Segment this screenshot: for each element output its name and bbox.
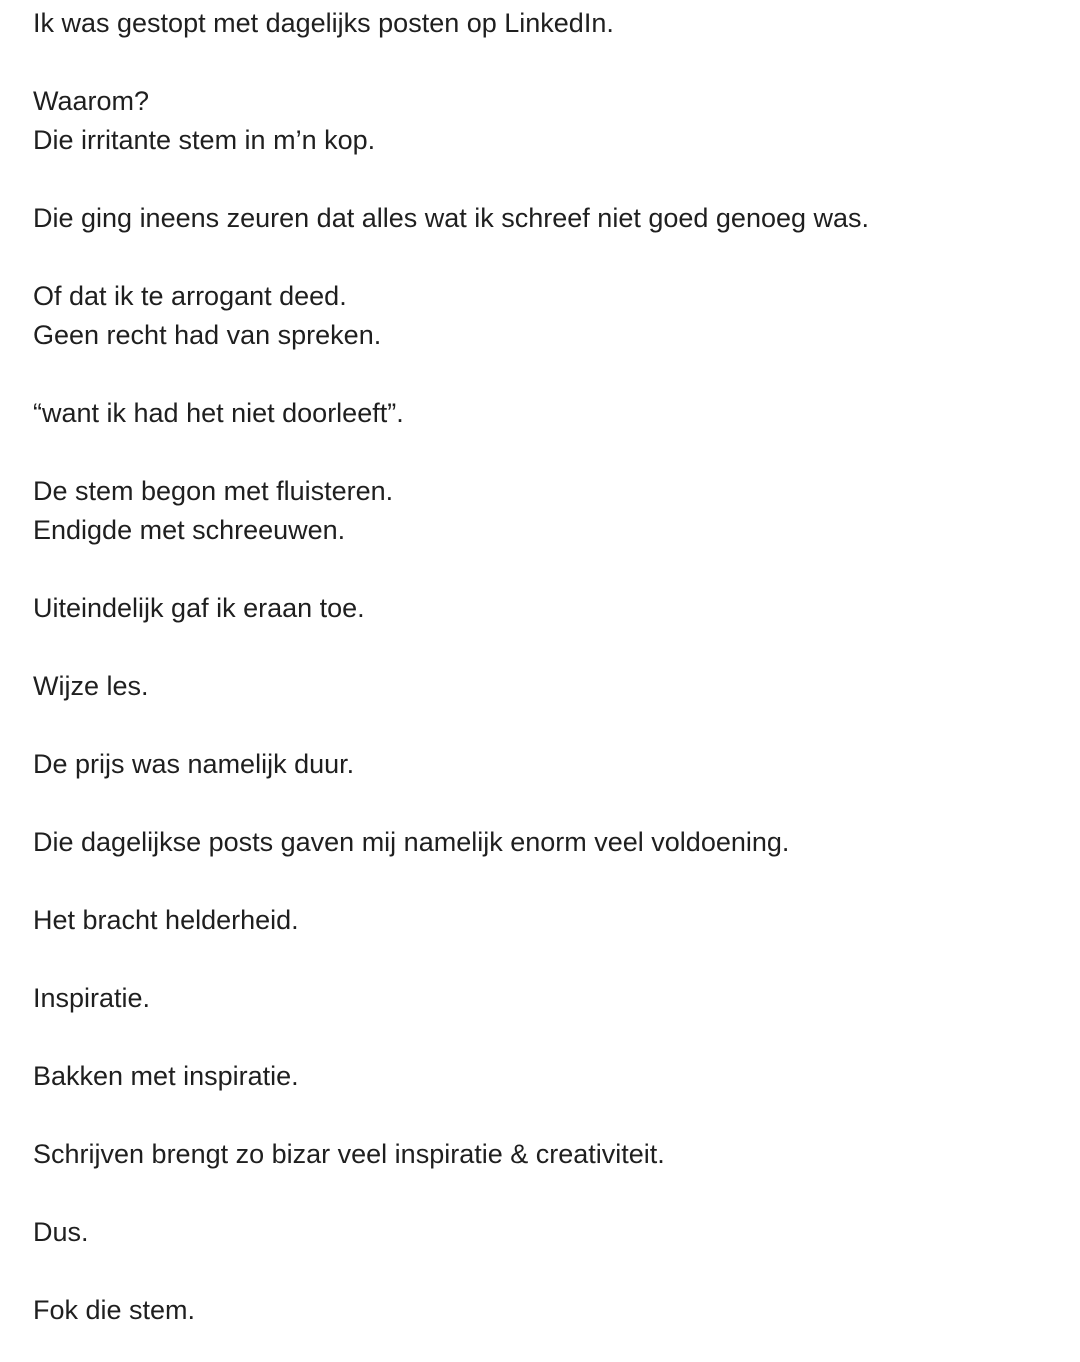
post-line: Endigde met schreeuwen. (33, 515, 346, 545)
post-line: Uiteindelijk gaf ik eraan toe. (33, 593, 365, 623)
blank-line (33, 238, 1053, 277)
post-line: Of dat ik te arrogant deed. (33, 281, 347, 311)
blank-line (33, 862, 1053, 901)
blank-line (33, 628, 1053, 667)
blank-line (33, 706, 1053, 745)
blank-line (33, 1018, 1053, 1057)
blank-line (33, 43, 1053, 82)
blank-line (33, 355, 1053, 394)
blank-line (33, 784, 1053, 823)
blank-line (33, 940, 1053, 979)
post-line: Die irritante stem in m’n kop. (33, 125, 376, 155)
post-line: Ik was gestopt met dagelijks posten op LinkedIn. (33, 8, 614, 38)
post-line: Schrijven brengt zo bizar veel inspiratie & creativiteit. (33, 1139, 665, 1169)
blank-line (33, 1252, 1053, 1291)
post-line: Die ging ineens zeuren dat alles wat ik schreef niet goed genoeg was. (33, 203, 870, 233)
post-line: De stem begon met fluisteren. (33, 476, 394, 506)
post-body-text (33, 4, 1053, 1330)
blank-line (33, 433, 1053, 472)
post-line: De prijs was namelijk duur. (33, 749, 355, 779)
blank-line (33, 1174, 1053, 1213)
post-line: Wijze les. (33, 671, 149, 701)
post-line: Geen recht had van spreken. (33, 320, 382, 350)
post-line: “want ik had het niet doorleeft”. (33, 398, 404, 428)
post-line: Waarom? (33, 86, 150, 116)
post-line: Dus. (33, 1217, 89, 1247)
blank-line (33, 550, 1053, 589)
post-line: Het bracht helderheid. (33, 905, 299, 935)
post-line: Inspiratie. (33, 983, 151, 1013)
post-line: Fok die stem. (33, 1295, 196, 1325)
blank-line (33, 1096, 1053, 1135)
post-line: Die dagelijkse posts gaven mij namelijk enorm veel voldoening. (33, 827, 790, 857)
post-line: Bakken met inspiratie. (33, 1061, 299, 1091)
blank-line (33, 160, 1053, 199)
